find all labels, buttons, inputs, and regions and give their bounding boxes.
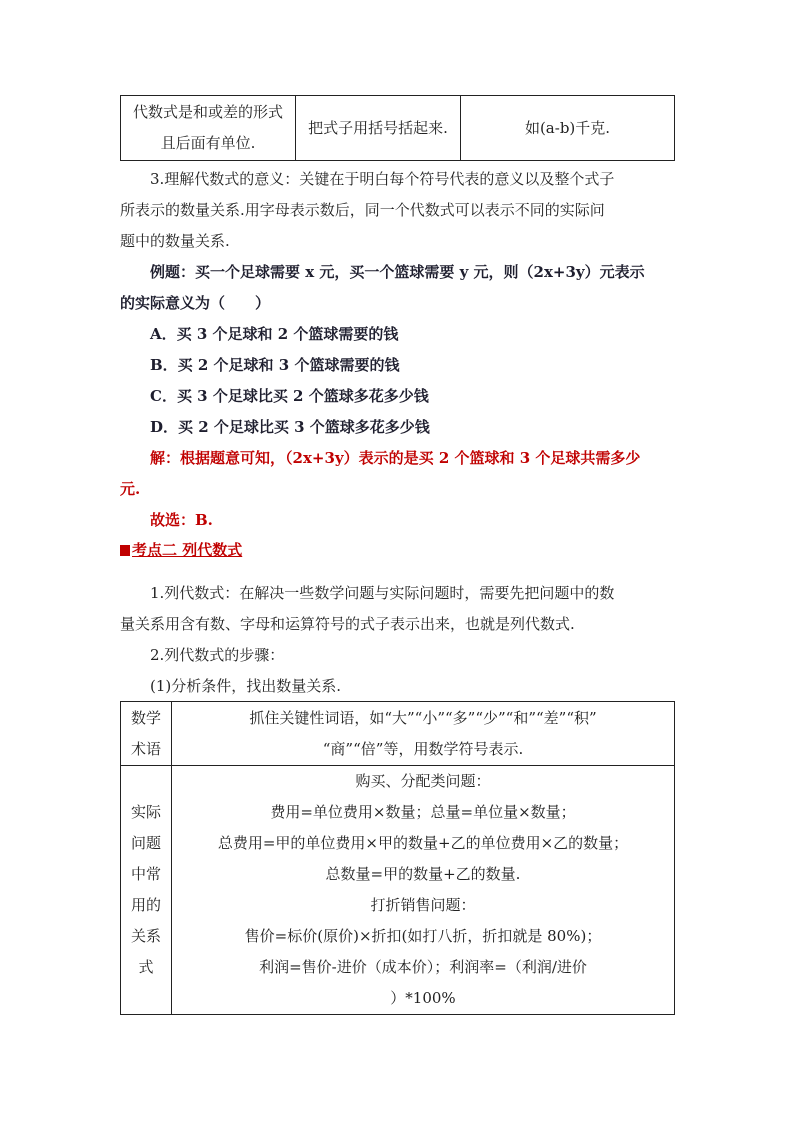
p3-line: (1)分析条件，找出数量关系. [150,677,342,695]
option-d: D．买 2 个足球比买 3 个篮球多花多少钱 [150,418,430,436]
term-cell [121,702,172,766]
example-line2: 的实际意义为（ ） [120,294,271,312]
desc-line: ）*100% [390,989,456,1007]
term-line: 数学 [130,708,161,727]
table-cell: 把式子用括号括起来. [296,96,461,161]
square-marker-icon [120,545,130,556]
table-row [121,96,675,161]
desc-cell [172,766,675,1015]
table-row [121,702,675,766]
section-heading [120,538,242,562]
desc-line: “商”“倍”等，用数学符号表示. [322,739,524,758]
table-row [121,766,675,1015]
table-cell: 代数式是和或差的形式且后面有单位. [121,96,296,161]
p2-line: 2.列代数式的步骤： [150,646,285,664]
desc-line: 打折销售问题： [370,896,476,914]
desc-line: 利润=售价-进价（成本价）；利润率=（利润/进价 [259,958,587,976]
top-table [120,95,675,161]
p1-line2: 量关系用含有数、字母和运算符号的式子表示出来，也就是列代数式. [120,615,575,633]
bottom-table [120,701,675,1015]
desc-cell [172,702,675,766]
point3-line3: 题中的数量关系. [120,232,230,250]
heading-title: 考点二 列代数式 [132,541,243,559]
option-a: A．买 3 个足球和 2 个篮球需要的钱 [150,325,399,343]
example-line1: 例题：买一个足球需要 x 元，买一个篮球需要 y 元，则（2x+3y）元表示 [150,263,645,281]
desc-line: 总数量=甲的数量+乙的数量. [325,865,521,883]
point3-line2: 所表示的数量关系.用字母表示数后，同一个代数式可以表示不同的实际问 [120,201,605,219]
desc-line: 售价=标价(原价)×折扣(如打八折，折扣就是 80%)； [244,927,602,945]
desc-line: 购买、分配类问题： [355,772,491,790]
desc-line: 费用=单位费用×数量；总量=单位量×数量； [270,803,576,821]
option-b: B．买 2 个足球和 3 个篮球需要的钱 [150,356,400,374]
desc-line: 总费用=甲的单位费用×甲的数量+乙的单位费用×乙的数量； [217,834,629,852]
point3-line1: 3.理解代数式的意义：关键在于明白每个符号代表的意义以及整个式子 [150,170,615,188]
term-line: 术语 [130,739,161,758]
option-c: C．买 3 个足球比买 2 个篮球多花多少钱 [150,387,429,405]
term-line: 问题 [130,834,161,852]
p1-line1: 1.列代数式：在解决一些数学问题与实际问题时，需要先把问题中的数 [150,584,615,602]
term-cell [121,766,172,1015]
term-line: 式 [138,958,154,976]
term-line: 关系 [130,927,161,945]
table-cell: 如(a-b)千克. [461,96,675,161]
desc-line: 抓住关键性词语，如“大”“小”“多”“少”“和”“差”“积” [249,708,597,727]
solution-line2: 元. [120,480,141,498]
term-line: 实际 [130,803,161,821]
term-line: 用的 [130,896,161,914]
term-line: 中常 [130,865,161,883]
solution-line1: 解：根据题意可知，（2x+3y）表示的是买 2 个篮球和 3 个足球共需多少 [150,449,641,467]
answer-line: 故选：B. [150,511,213,529]
